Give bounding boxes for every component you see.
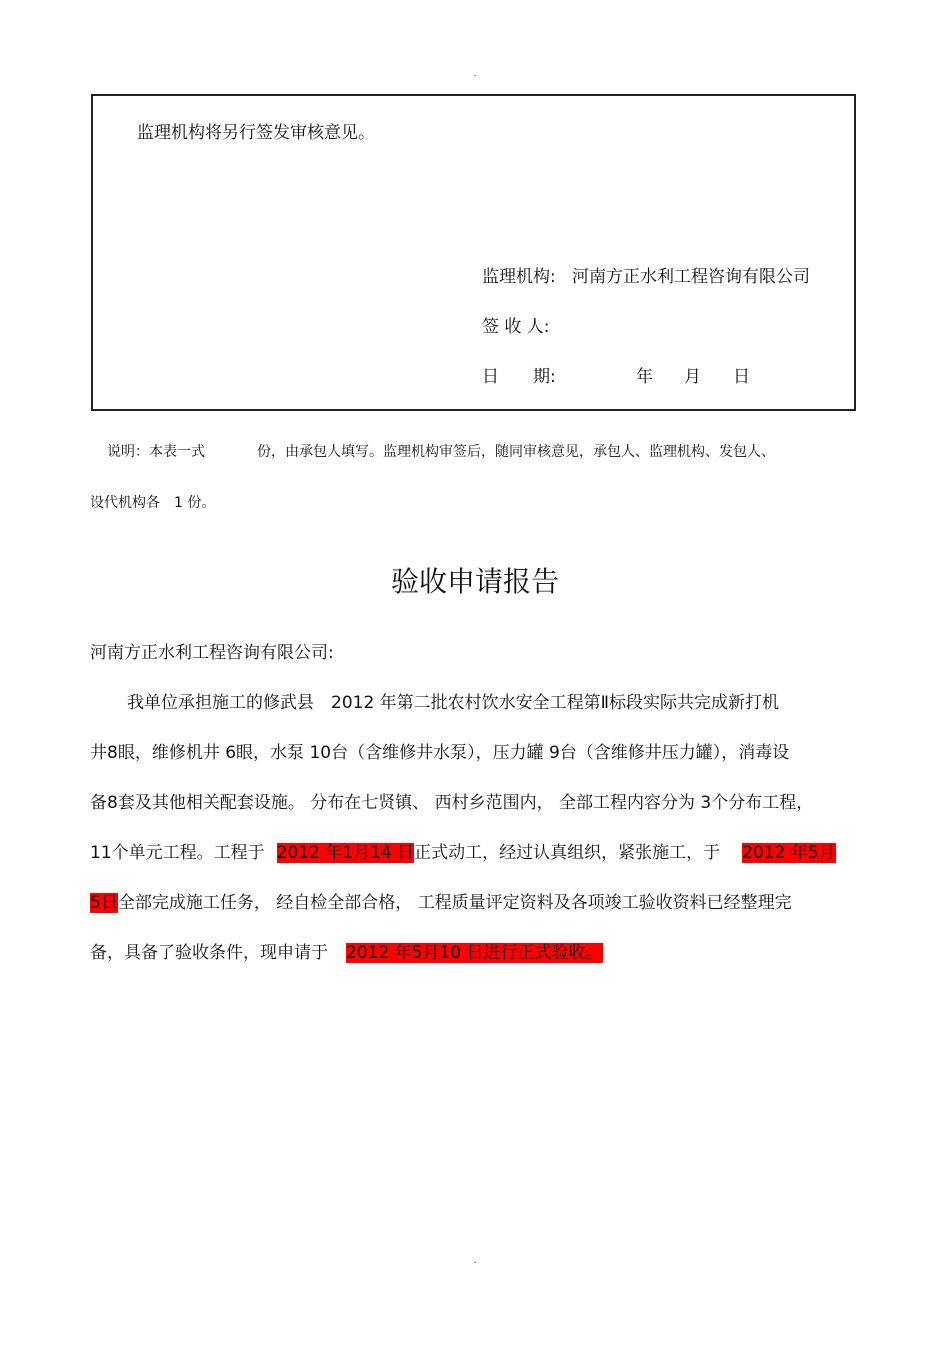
body-line-4 bbox=[90, 840, 836, 866]
note-line2: 设代机构各 1 份。 bbox=[90, 495, 216, 511]
highlight-finish-date-part2: 5日 bbox=[90, 893, 118, 913]
body-line-5 bbox=[90, 890, 792, 916]
body-line-1: 我单位承担施工的修武县 2012 年第二批农村饮水安全工程第Ⅱ标段实际共完成新打机 bbox=[127, 693, 780, 713]
year-label: 年 bbox=[636, 367, 653, 387]
date-label: 日 期: bbox=[482, 367, 556, 387]
opinion-text: 监理机构将另行签发审核意见。 bbox=[137, 123, 375, 143]
highlight-start-date: 2012 年1月14 日 bbox=[276, 843, 415, 863]
top-page-mark bbox=[474, 75, 476, 76]
body-line-5-rest: 全部完成施工任务， 经自检全部合格， 工程质量评定资料及各项竣工验收资料已经整理完 bbox=[117, 893, 792, 913]
highlight-acceptance-date: 2012 年5月10 日进行正式验收。 bbox=[346, 943, 603, 963]
body-line-4-middle: 正式动工，经过认真组织，紧张施工，于 bbox=[414, 843, 721, 863]
body-line-6-start: 备，具备了验收条件，现申请于 bbox=[90, 943, 328, 963]
body-line-6 bbox=[90, 940, 603, 966]
body-line-3: 备8套及其他相关配套设施。 分布在七贤镇、 西村乡范围内， 全部工程内容分为 3个分布工程， bbox=[90, 793, 814, 813]
org-label: 监理机构: bbox=[482, 267, 556, 287]
bottom-page-mark bbox=[474, 1262, 476, 1263]
highlight-finish-date-part1: 2012 年5月 bbox=[742, 843, 836, 863]
report-title: 验收申请报告 bbox=[390, 565, 559, 598]
org-value: 河南方正水利工程咨询有限公司 bbox=[572, 267, 810, 287]
addressee: 河南方正水利工程咨询有限公司: bbox=[90, 643, 334, 663]
note-line1-start: 说明：本表一式 bbox=[107, 444, 205, 460]
day-label: 日 bbox=[733, 367, 750, 387]
body-line-2: 井8眼，维修机井 6眼，水泵 10台（含维修井水泵），压力罐 9台（含维修井压力罐），消毒设 bbox=[90, 743, 790, 763]
body-line-4-start: 11个单元工程。工程于 bbox=[90, 843, 265, 863]
signer-label: 签 收 人: bbox=[482, 317, 550, 337]
month-label: 月 bbox=[684, 367, 701, 387]
note-line1-rest: 份，由承包人填写。监理机构审签后，随同审核意见，承包人、监理机构、发包人、 bbox=[257, 444, 775, 460]
